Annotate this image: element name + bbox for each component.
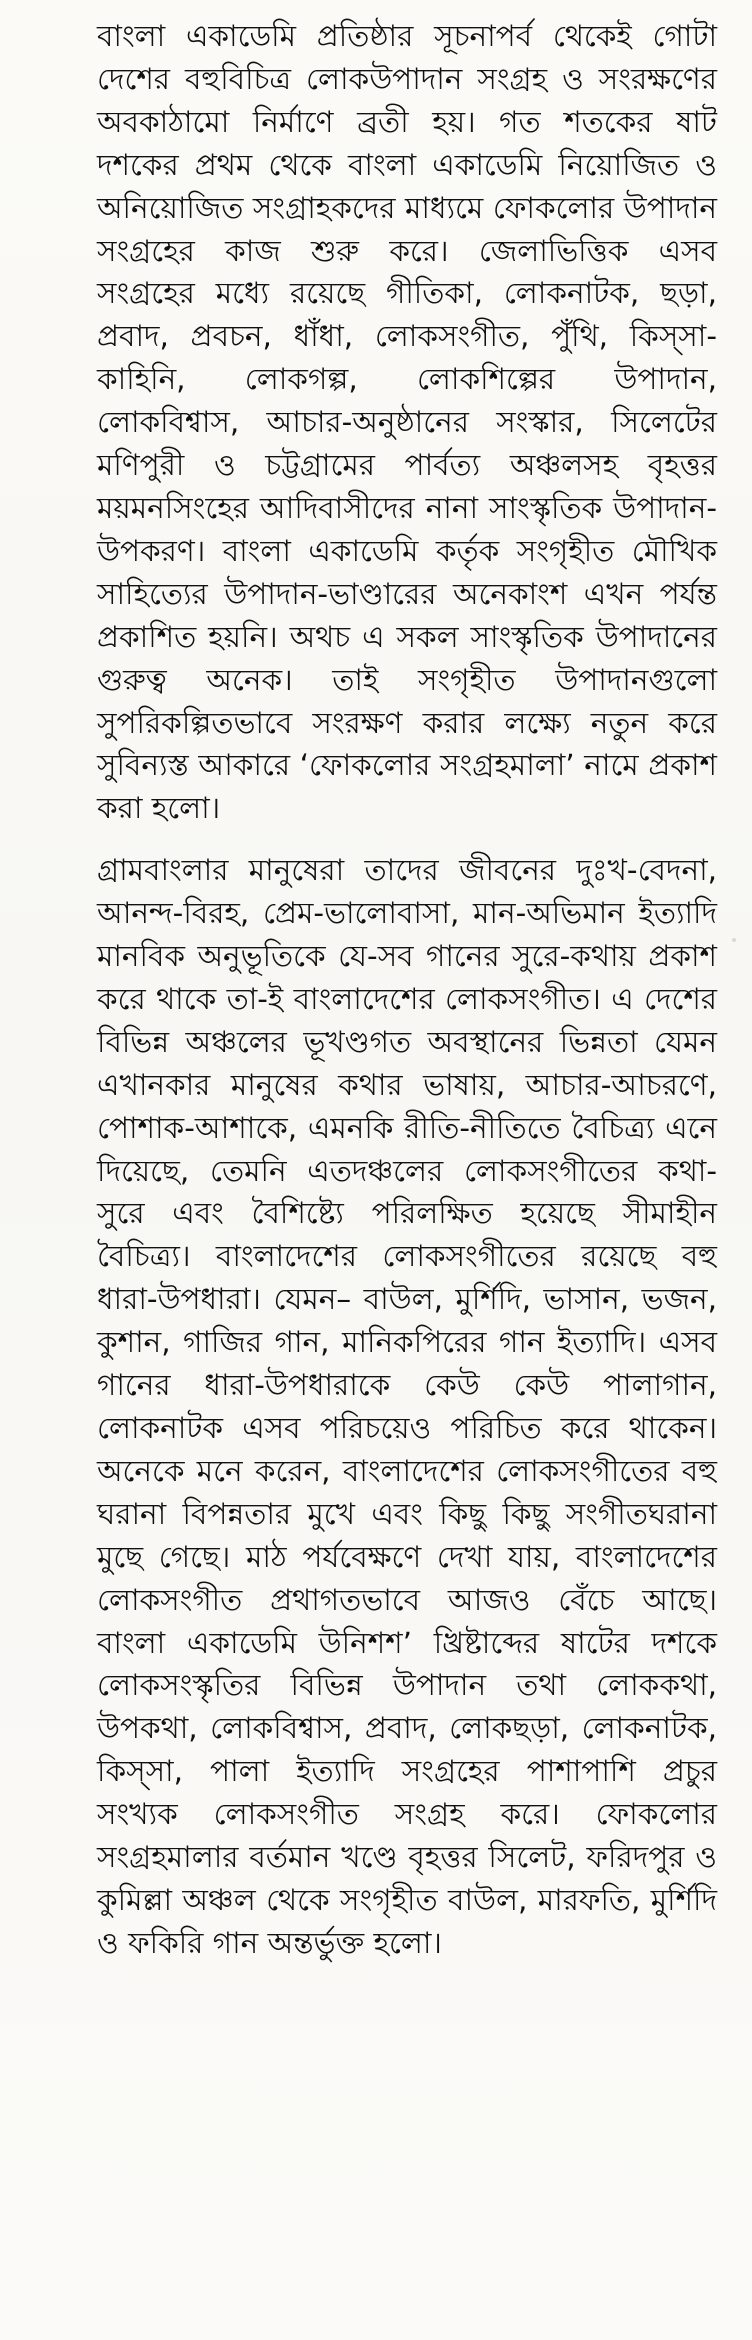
document-paragraph-folk-songs: গ্রামবাংলার মানুষেরা তাদের জীবনের দুঃখ-বেদনা, আনন্দ-বিরহ, প্রেম-ভালোবাসা, মান-অভিমান ইত্যাদি মানবিক অনুভূতিকে যে-সব গানের সুরে-কথায় প্রকাশ করে থাকে তা-ই বাংলাদেশের লোকসংগীত। এ দেশের বিভিন্ন অঞ্চলের ভূখণ্ডগত অবস্থানের ভিন্নতা যেমন এখানকার মানুষের কথার ভাষায়, আচার-আচরণে, পোশাক-আশাকে, এমনকি রীতি-নীতিতে বৈচিত্র্য এনে দিয়েছে, তেমনি এতদঞ্চলের লোকসংগীতের কথা-সুরে এবং বৈশিষ্ট্যে পরিলক্ষিত হয়েছে সীমাহীন বৈচিত্র্য। বাংলাদেশের লোকসংগীতের রয়েছে বহু ধারা-উপধারা। যেমন– বাউল, মুর্শিদি, ভাসান, ভজন, কুশান, গাজির গান, মানিকপিরের গান ইত্যাদি। এসব গানের ধারা-উপধারাকে কেউ কেউ পালাগান, লোকনাটক এসব পরিচয়েও পরিচিত করে থাকেন। অনেকে মনে করেন, বাংলাদেশের লোকসংগীতের বহু ঘরানা বিপন্নতার মুখে এবং কিছু কিছু সংগীতঘরানা মুছে গেছে। মাঠ পর্যবেক্ষণে দেখা যায়, বাংলাদেশের লোকসংগীত প্রথাগতভাবে আজও বেঁচে আছে। বাংলা একাডেমি উনিশশ’ খ্রিষ্টাব্দের ষাটের দশকে লোকসংস্কৃতির বিভিন্ন উপাদান তথা লোককথা, উপকথা, লোকবিশ্বাস, প্রবাদ, লোকছড়া, লোকনাটক, কিস্সা, পালা ইত্যাদি সংগ্রহের পাশাপাশি প্রচুর সংখ্যক লোকসংগীত সংগ্রহ করে। ফোকলোর সংগ্রহমালার বর্তমান খণ্ডে বৃহত্তর সিলেট, ফরিদপুর ও কুমিল্লা অঞ্চল থেকে সংগৃহীত বাউল, মারফতি, মুর্শিদি ও ফকিরি গান অন্তর্ভুক্ত হলো। bbox=[97, 853, 717, 1960]
document-text-block bbox=[97, 15, 717, 1965]
scan-speck bbox=[732, 938, 736, 942]
document-paragraph-intro: বাংলা একাডেমি প্রতিষ্ঠার সূচনাপর্ব থেকেই গোটা দেশের বহুবিচিত্র লোকউপাদান সংগ্রহ ও সংরক্ষণের অবকাঠামো নির্মাণে ব্রতী হয়। গত শতকের ষাট দশকের প্রথম থেকে বাংলা একাডেমি নিয়োজিত ও অনিয়োজিত সংগ্রাহকদের মাধ্যমে ফোকলোর উপাদান সংগ্রহের কাজ শুরু করে। জেলাভিত্তিক এসব সংগ্রহের মধ্যে রয়েছে গীতিকা, লোকনাটক, ছড়া, প্রবাদ, প্রবচন, ধাঁধা, লোকসংগীত, পুঁথি, কিস্সা-কাহিনি, লোকগল্প, লোকশিল্পের উপাদান, লোকবিশ্বাস, আচার-অনুষ্ঠানের সংস্কার, সিলেটের মণিপুরী ও চট্টগ্রামের পার্বত্য অঞ্চলসহ বৃহত্তর ময়মনসিংহের আদিবাসীদের নানা সাংস্কৃতিক উপাদান-উপকরণ। বাংলা একাডেমি কর্তৃক সংগৃহীত মৌখিক সাহিত্যের উপাদান-ভাণ্ডারের অনেকাংশ এখন পর্যন্ত প্রকাশিত হয়নি। অথচ এ সকল সাংস্কৃতিক উপাদানের গুরুত্ব অনেক। তাই সংগৃহীত উপাদানগুলো সুপরিকল্পিতভাবে সংরক্ষণ করার লক্ষ্যে নতুন করে সুবিন্যস্ত আকারে ‘ফোকলোর সংগ্রহমালা’ নামে প্রকাশ করা হলো। bbox=[97, 19, 717, 826]
